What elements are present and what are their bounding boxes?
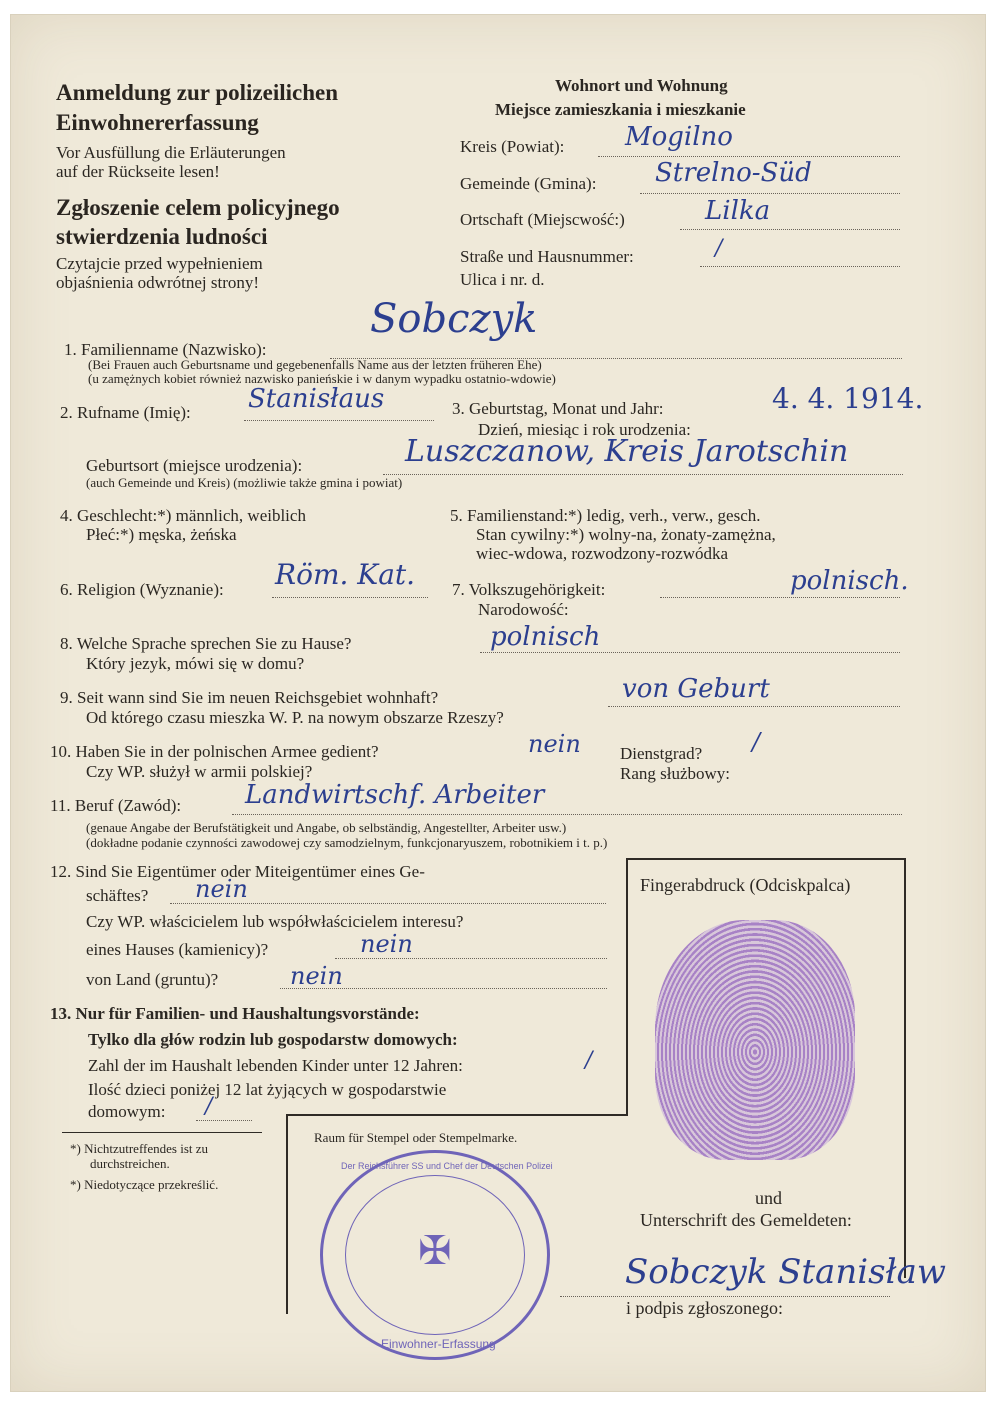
household-label-2: Tylko dla głów rodzin lub gospodarstw domowych: — [88, 1030, 458, 1049]
gemeinde-label: Gemeinde (Gmina): — [460, 174, 597, 193]
rank-label-de: Dienstgrad? — [620, 744, 703, 763]
residence-title-de: Wohnort und Wohnung — [555, 76, 728, 95]
army-value: nein — [528, 730, 581, 758]
stamp-text-top: Der Reichsführer SS und Chef der Deutschen Polizei — [341, 1161, 553, 1171]
birthdate-label: 3. Geburtstag, Monat und Jahr: — [452, 399, 664, 418]
owner-value-2: nein — [360, 930, 413, 958]
stamp-text-bottom: Einwohner-Erfassung — [381, 1337, 496, 1351]
marital-label-pl-2: wiec-wdowa, rozwodzony-rozwódka — [476, 544, 729, 563]
signature-value: Sobczyk Stanisław — [625, 1252, 946, 1292]
birthplace-value: Luszczanow, Kreis Jarotschin — [405, 434, 849, 469]
fingerprint-title: Fingerabdruck (Odciskpalca) — [640, 875, 851, 895]
owner-label-4: eines Hauses (kamienicy)? — [86, 940, 269, 959]
surname-value: Sobczyk — [370, 296, 538, 342]
household-value: / — [585, 1048, 593, 1073]
ulica-label: Ulica i nr. d. — [460, 270, 545, 289]
marital-label-de: 5. Familienstand:*) ledig, verh., verw., gesch. — [450, 506, 761, 525]
footnote-1a: *) Nichtzutreffendes ist zu — [70, 1141, 209, 1156]
household-label-4: Ilość dzieci poniżej 12 lat żyjących w gospodarstwie — [88, 1080, 447, 1099]
kreis-label: Kreis (Powiat): — [460, 137, 565, 156]
sex-label-de: 4. Geschlecht:*) männlich, weiblich — [60, 506, 306, 525]
occupation-value: Landwirtschf. Arbeiter — [245, 780, 545, 810]
owner-label-5: von Land (gruntu)? — [86, 970, 219, 989]
marital-label-pl: Stan cywilny:*) wolny-na, żonaty-zamężna, — [476, 525, 776, 544]
surname-note-1: (Bei Frauen auch Geburtsname und gegebenenfalls Name aus der letzten früheren Ehe) — [88, 357, 542, 372]
signature-label-de: Unterschrift des Gemeldeten: — [640, 1210, 852, 1230]
ortschaft-value: Lilka — [705, 196, 771, 226]
note-de-1: Vor Ausfüllung die Erläuterungen — [56, 143, 286, 162]
strasse-value: / — [715, 236, 723, 261]
footnote-2: *) Niedotyczące przekreślić. — [70, 1177, 219, 1192]
occupation-label: 11. Beruf (Zawód): — [50, 796, 182, 815]
firstname-value: Stanisłaus — [248, 384, 385, 414]
title-pl-2: stwierdzenia ludności — [56, 224, 268, 249]
note-pl-2: objaśnienia odwrótnej strony! — [56, 273, 260, 292]
gemeinde-value: Strelno-Süd — [655, 158, 812, 188]
firstname-label: 2. Rufname (Imię): — [60, 403, 191, 422]
ortschaft-label: Ortschaft (Miejscwość:) — [460, 210, 625, 229]
religion-value: Röm. Kat. — [275, 558, 416, 591]
rank-label-pl: Rang służbowy: — [620, 764, 731, 783]
rank-value: / — [752, 728, 761, 756]
birthplace-label: Geburtsort (miejsce urodzenia): — [86, 456, 303, 475]
residence-since-label-de: 9. Seit wann sind Sie im neuen Reichsgebiet wohnhaft? — [60, 688, 439, 707]
eagle-icon: ✠ — [418, 1227, 452, 1274]
and-text: und — [755, 1188, 782, 1208]
note-de-2: auf der Rückseite lesen! — [56, 162, 220, 181]
note-pl-1: Czytajcie przed wypełnieniem — [56, 254, 263, 273]
birthdate-value: 4. 4. 1914. — [772, 382, 924, 415]
surname-label: 1. Familienname (Nazwisko): — [64, 340, 267, 359]
birthdate-label-pl: Dzień, miesiąc i rok urodzenia: — [478, 420, 691, 439]
strasse-label: Straße und Hausnummer: — [460, 247, 634, 266]
title-de-2: Einwohnererfassung — [56, 110, 259, 135]
occupation-note-1: (genaue Angabe der Berufstätigkeit und Angabe, ob selbständig, Angestellter, Arbeiter usw.) — [86, 820, 567, 835]
owner-label-2: schäftes? — [86, 886, 149, 905]
owner-label-1: 12. Sind Sie Eigentümer oder Miteigentümer eines Ge- — [50, 862, 425, 881]
household-label-5: domowym: — [88, 1102, 166, 1121]
religion-label: 6. Religion (Wyznanie): — [60, 580, 224, 599]
kreis-value: Mogilno — [625, 122, 733, 152]
fingerprint-impression — [655, 920, 855, 1160]
title-pl-1: Zgłoszenie celem policyjnego — [56, 195, 340, 220]
household-label-3: Zahl der im Haushalt lebenden Kinder unter 12 Jahren: — [88, 1056, 463, 1075]
title-de-1: Anmeldung zur polizeilichen — [56, 80, 338, 105]
sex-label-pl: Płeć:*) męska, żeńska — [86, 525, 237, 544]
residence-since-value: von Geburt — [622, 674, 770, 704]
household-value-2: / — [205, 1094, 213, 1119]
household-label-1: 13. Nur für Familien- und Haushaltungsvorstände: — [50, 1004, 420, 1023]
language-label-de: 8. Welche Sprache sprechen Sie zu Hause? — [60, 634, 352, 653]
stamp-space-label: Raum für Stempel oder Stempelmarke. — [314, 1130, 518, 1145]
owner-value-3: nein — [290, 962, 343, 990]
owner-value-1: nein — [195, 875, 248, 903]
signature-label-pl: i podpis zgłoszonego: — [626, 1298, 783, 1318]
nationality-label-pl: Narodowość: — [478, 600, 569, 619]
language-value: polnisch — [490, 622, 601, 652]
occupation-note-2: (dokładne podanie czynności zawodowej czy samodzielnym, funkcjonaryuszem, robotnikiem i t. p.) — [86, 835, 608, 850]
residence-since-label-pl: Od którego czasu mieszka W. P. na nowym obszarze Rzeszy? — [86, 708, 504, 727]
army-label-de: 10. Haben Sie in der polnischen Armee gedient? — [50, 742, 379, 761]
language-label-pl: Który jezyk, mówi się w domu? — [86, 654, 305, 673]
surname-note-2: (u zamężnych kobiet również nazwisko panieńskie i w danym wypadku ostatnio-wdowie) — [88, 371, 556, 386]
owner-label-3: Czy WP. właścicielem lub współwłaścicielem interesu? — [86, 912, 464, 931]
nationality-label-de: 7. Volkszugehörigkeit: — [452, 580, 606, 599]
birthplace-note: (auch Gemeinde und Kreis) (możliwie także gmina i powiat) — [86, 475, 403, 490]
police-stamp — [320, 1150, 553, 1360]
army-label-pl: Czy WP. służył w armii polskiej? — [86, 762, 313, 781]
footnote-1b: durchstreichen. — [90, 1156, 170, 1171]
residence-title-pl: Miejsce zamieszkania i mieszkanie — [495, 100, 746, 119]
nationality-value: polnisch. — [790, 566, 909, 596]
